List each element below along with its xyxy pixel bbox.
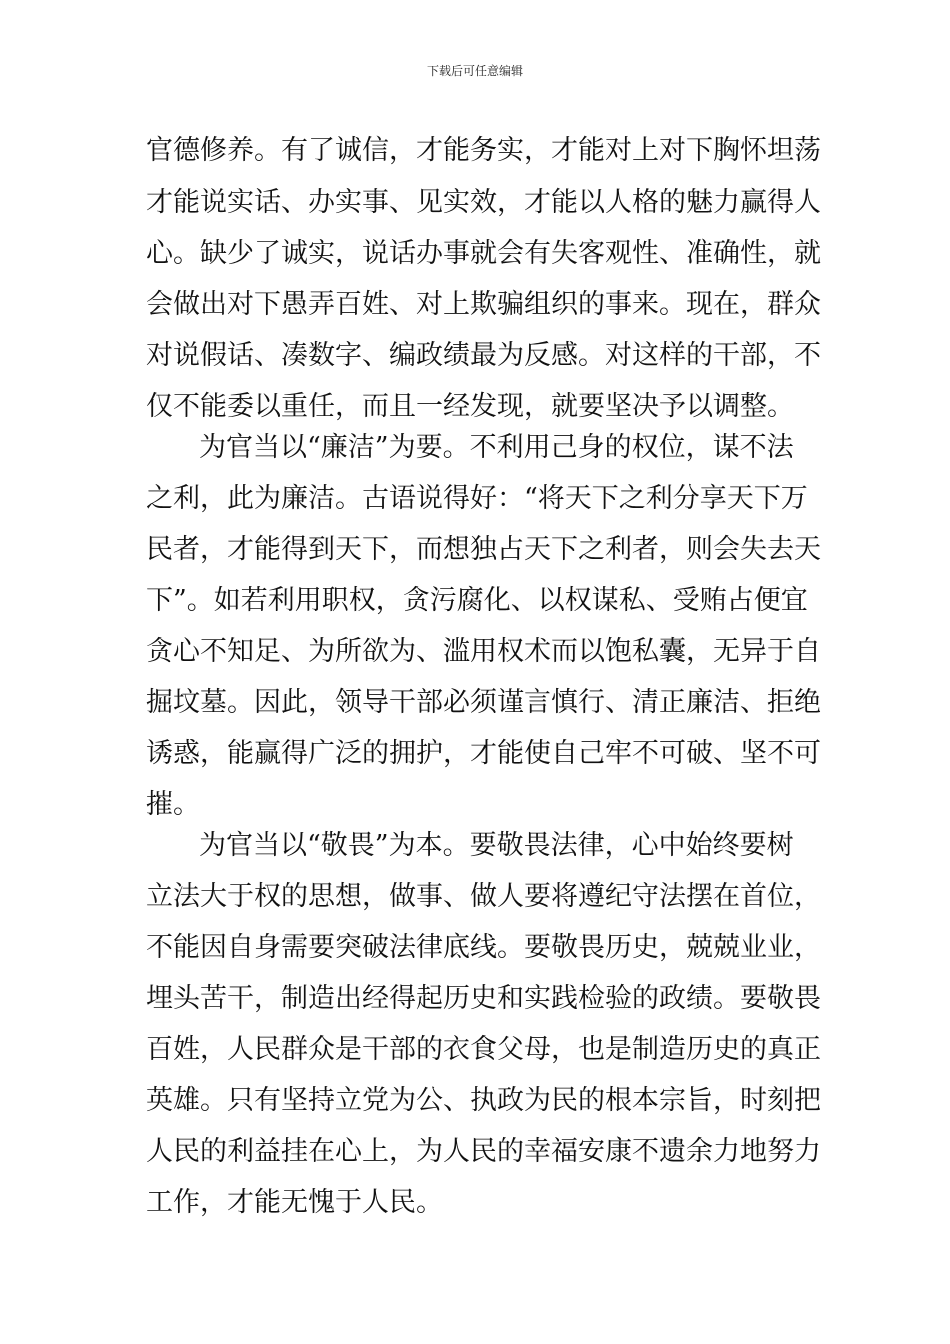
page-header: 下载后可任意编辑 bbox=[426, 64, 523, 78]
text-line: 之利，此为廉洁。古语说得好：“将天下之利分享天下万 bbox=[146, 483, 808, 514]
text-line: 掘坟墓。因此，领导干部必须谨言慎行、清正廉洁、拒绝 bbox=[146, 687, 821, 718]
text-line: 工作，才能无愧于人民。 bbox=[146, 1187, 443, 1218]
text-line: 为官当以“廉洁”为要。不利用己身的权位，谋不法 bbox=[199, 432, 794, 463]
text-line: 贪心不知足、为所欲为、滥用权术而以饱私囊，无异于自 bbox=[146, 636, 821, 667]
text-line: 才能说实话、办实事、见实效，才能以人格的魅力赢得人 bbox=[146, 187, 821, 218]
text-line: 心。缺少了诚实，说话办事就会有失客观性、准确性，就 bbox=[146, 238, 821, 269]
text-line: 诱惑，能赢得广泛的拥护，才能使自己牢不可破、坚不可 bbox=[146, 738, 821, 769]
text-line: 民者，才能得到天下，而想独占天下之利者，则会失去天 bbox=[146, 534, 821, 565]
text-line: 下”。如若利用职权，贪污腐化、以权谋私、受贿占便宜 bbox=[146, 585, 808, 616]
text-line: 不能因自身需要突破法律底线。要敬畏历史，兢兢业业， bbox=[146, 932, 821, 963]
text-line: 人民的利益挂在心上，为人民的幸福安康不遗余力地努力 bbox=[146, 1136, 821, 1167]
text-line: 会做出对下愚弄百姓、对上欺骗组织的事来。现在，群众 bbox=[146, 289, 821, 320]
text-line: 仅不能委以重任，而且一经发现，就要坚决予以调整。 bbox=[146, 391, 794, 422]
text-line: 为官当以“敬畏”为本。要敬畏法律，心中始终要树 bbox=[199, 830, 794, 861]
text-line: 对说假话、凑数字、编政绩最为反感。对这样的干部，不 bbox=[146, 340, 821, 371]
text-line: 摧。 bbox=[146, 789, 200, 820]
text-line: 立法大于权的思想，做事、做人要将遵纪守法摆在首位， bbox=[146, 881, 821, 912]
text-line: 百姓，人民群众是干部的衣食父母，也是制造历史的真正 bbox=[146, 1034, 821, 1065]
text-line: 官德修养。有了诚信，才能务实，才能对上对下胸怀坦荡 bbox=[146, 135, 821, 166]
text-line: 英雄。只有坚持立党为公、执政为民的根本宗旨，时刻把 bbox=[146, 1085, 821, 1116]
text-line: 埋头苦干，制造出经得起历史和实践检验的政绩。要敬畏 bbox=[146, 983, 821, 1014]
